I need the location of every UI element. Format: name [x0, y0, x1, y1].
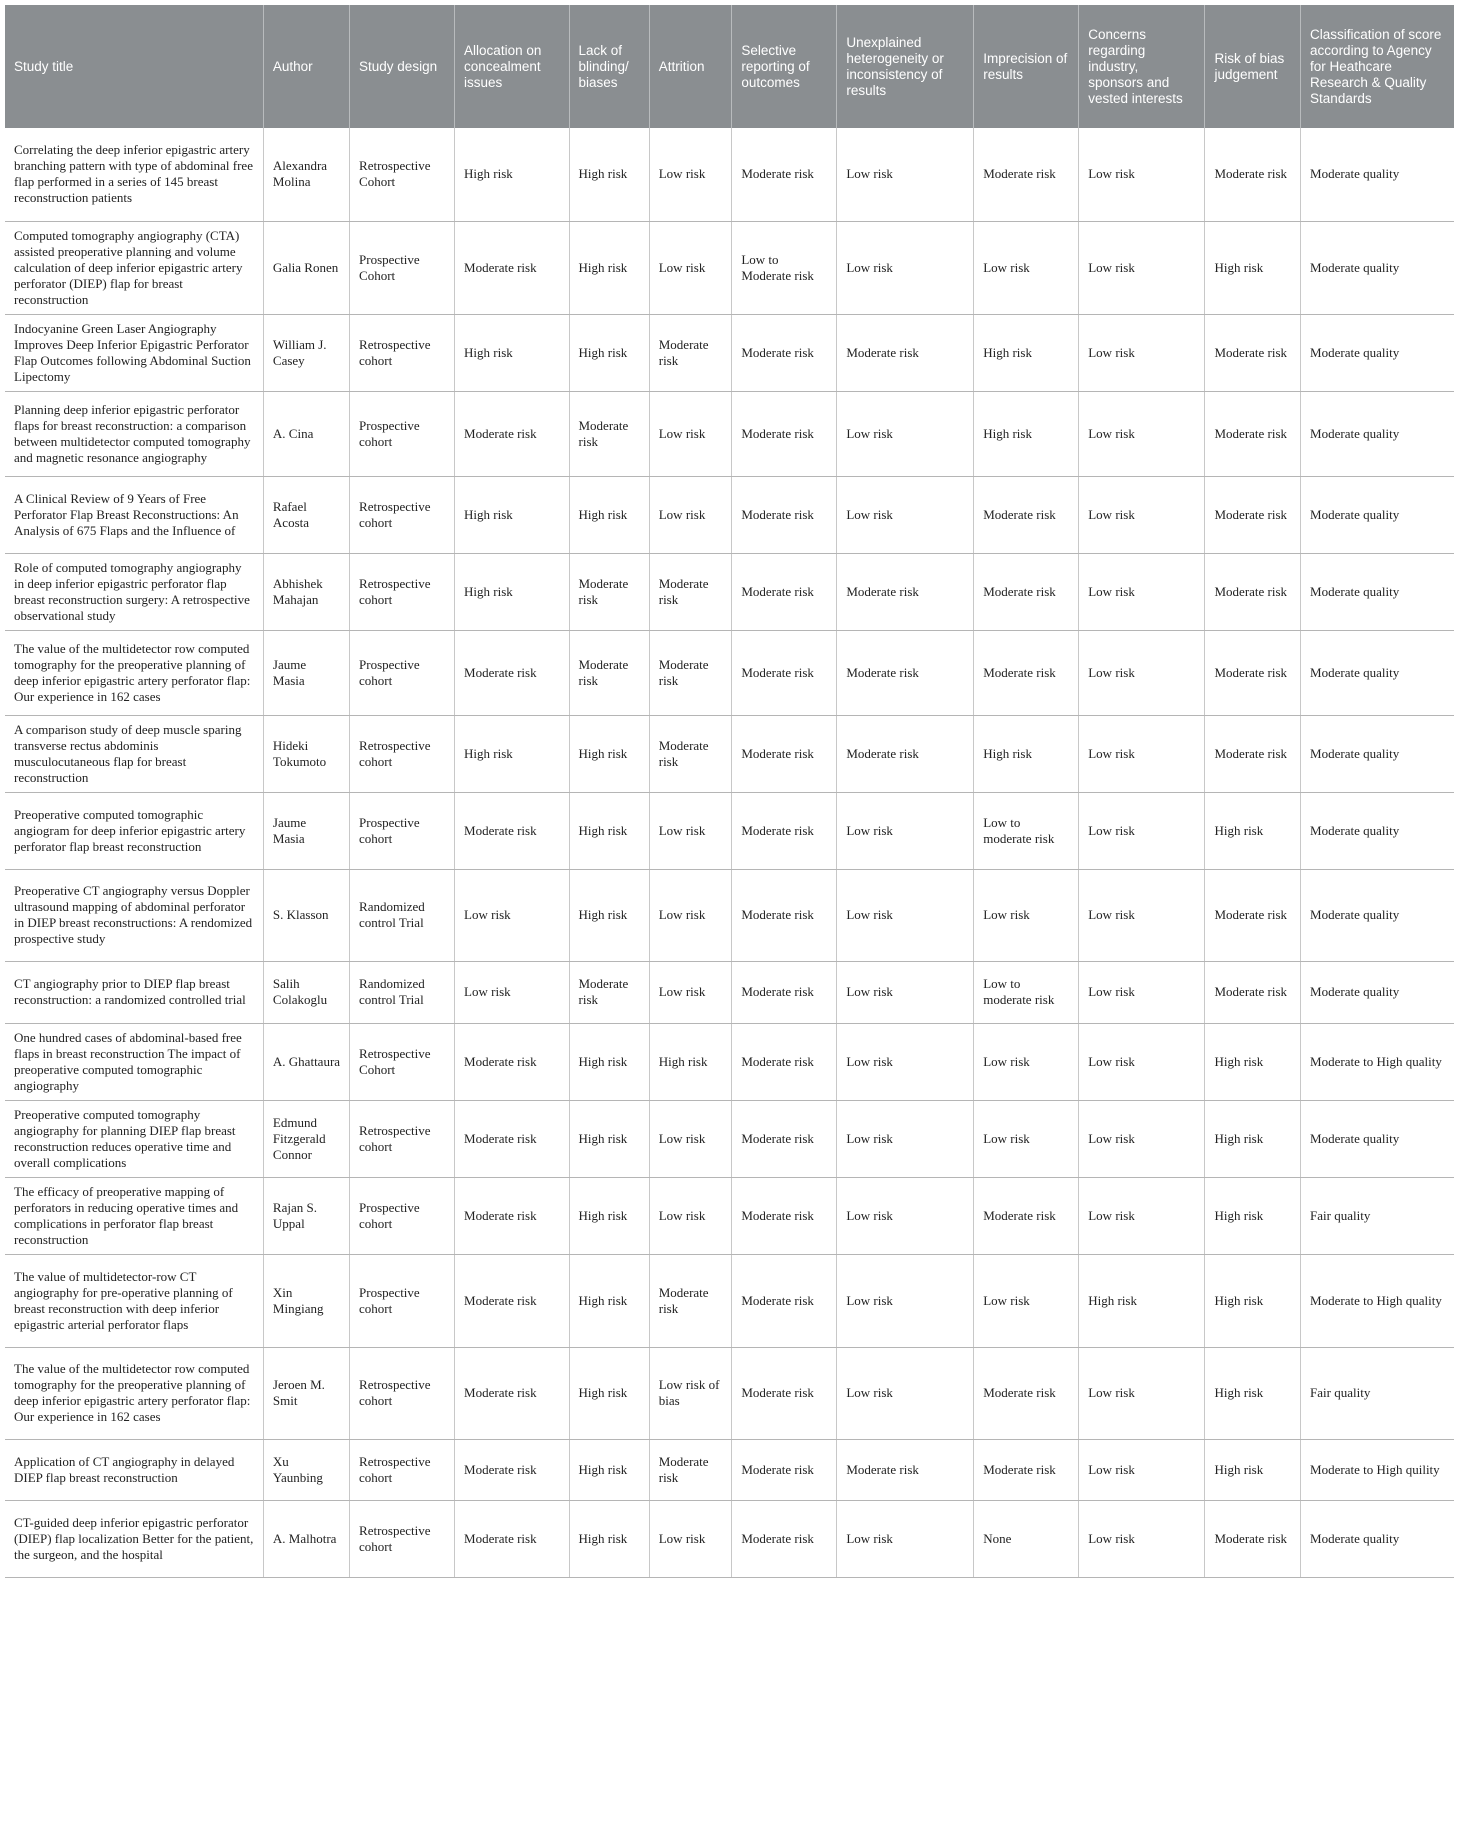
cell-lack-of-blinding: Moderate risk: [569, 961, 649, 1023]
cell-lack-of-blinding: Moderate risk: [569, 630, 649, 715]
cell-study-title: Correlating the deep inferior epigastric artery branching pattern with type of abdominal free flap performed in a series of 145 breast reconstruction patients: [5, 128, 263, 221]
cell-heterogeneity: Moderate risk: [837, 630, 974, 715]
cell-selective-reporting: Moderate risk: [732, 1347, 837, 1439]
cell-allocation-concealment: High risk: [455, 128, 569, 221]
cell-study-title: Planning deep inferior epigastric perforator flaps for breast reconstruction: a comparison between multidetector computed tomography and magnetic resonance angiography: [5, 391, 263, 476]
cell-allocation-concealment: Moderate risk: [455, 1177, 569, 1254]
cell-industry-concerns: Low risk: [1079, 869, 1205, 961]
cell-industry-concerns: Low risk: [1079, 476, 1205, 553]
cell-lack-of-blinding: High risk: [569, 476, 649, 553]
cell-attrition: Moderate risk: [649, 1439, 732, 1500]
column-header-study-title: Study title: [5, 5, 263, 128]
cell-risk-of-bias: High risk: [1205, 1177, 1301, 1254]
cell-heterogeneity: Low risk: [837, 1023, 974, 1100]
cell-study-design: Retrospective cohort: [350, 476, 455, 553]
cell-risk-of-bias: Moderate risk: [1205, 961, 1301, 1023]
column-header-selective-reporting: Selective reporting of outcomes: [732, 5, 837, 128]
cell-study-title: Application of CT angiography in delayed DIEP flap breast reconstruction: [5, 1439, 263, 1500]
table-header: [5, 5, 1454, 128]
cell-attrition: Low risk: [649, 869, 732, 961]
cell-quality-classification: Moderate to High quality: [1301, 1023, 1454, 1100]
table-row: [5, 1254, 1454, 1347]
cell-lack-of-blinding: High risk: [569, 1177, 649, 1254]
cell-author: Edmund Fitzgerald Connor: [263, 1100, 349, 1177]
cell-attrition: Moderate risk: [649, 630, 732, 715]
cell-study-design: Prospective Cohort: [350, 221, 455, 314]
cell-lack-of-blinding: Moderate risk: [569, 391, 649, 476]
cell-allocation-concealment: Moderate risk: [455, 1439, 569, 1500]
cell-imprecision: Low risk: [974, 221, 1079, 314]
risk-of-bias-table-container: [5, 5, 1454, 1578]
cell-allocation-concealment: Low risk: [455, 961, 569, 1023]
table-row: [5, 1177, 1454, 1254]
cell-risk-of-bias: Moderate risk: [1205, 476, 1301, 553]
cell-imprecision: Moderate risk: [974, 1439, 1079, 1500]
table-body: [5, 128, 1454, 1577]
cell-study-design: Randomized control Trial: [350, 869, 455, 961]
cell-study-design: Retrospective cohort: [350, 1347, 455, 1439]
cell-selective-reporting: Moderate risk: [732, 553, 837, 630]
cell-study-design: Retrospective Cohort: [350, 128, 455, 221]
cell-industry-concerns: Low risk: [1079, 391, 1205, 476]
cell-allocation-concealment: Moderate risk: [455, 1254, 569, 1347]
cell-selective-reporting: Moderate risk: [732, 630, 837, 715]
cell-selective-reporting: Moderate risk: [732, 1100, 837, 1177]
cell-industry-concerns: Low risk: [1079, 128, 1205, 221]
cell-study-design: Retrospective cohort: [350, 1500, 455, 1577]
cell-attrition: Low risk of bias: [649, 1347, 732, 1439]
cell-risk-of-bias: High risk: [1205, 1439, 1301, 1500]
cell-risk-of-bias: Moderate risk: [1205, 391, 1301, 476]
cell-quality-classification: Moderate quality: [1301, 553, 1454, 630]
cell-quality-classification: Moderate quality: [1301, 630, 1454, 715]
cell-imprecision: Moderate risk: [974, 1177, 1079, 1254]
cell-heterogeneity: Low risk: [837, 961, 974, 1023]
cell-attrition: Low risk: [649, 961, 732, 1023]
cell-industry-concerns: Low risk: [1079, 961, 1205, 1023]
cell-imprecision: Moderate risk: [974, 128, 1079, 221]
cell-heterogeneity: Moderate risk: [837, 1439, 974, 1500]
cell-study-design: Retrospective cohort: [350, 1100, 455, 1177]
cell-risk-of-bias: Moderate risk: [1205, 869, 1301, 961]
cell-imprecision: None: [974, 1500, 1079, 1577]
cell-quality-classification: Moderate quality: [1301, 128, 1454, 221]
cell-heterogeneity: Low risk: [837, 1500, 974, 1577]
cell-quality-classification: Moderate quality: [1301, 1500, 1454, 1577]
cell-heterogeneity: Low risk: [837, 869, 974, 961]
cell-study-design: Retrospective cohort: [350, 715, 455, 792]
cell-imprecision: Low to moderate risk: [974, 961, 1079, 1023]
cell-lack-of-blinding: High risk: [569, 1023, 649, 1100]
cell-quality-classification: Fair quality: [1301, 1347, 1454, 1439]
cell-heterogeneity: Moderate risk: [837, 314, 974, 391]
cell-risk-of-bias: Moderate risk: [1205, 128, 1301, 221]
cell-study-title: Computed tomography angiography (CTA) assisted preoperative planning and volume calculation of deep inferior epigastric artery perforator (DIEP) flap for breast reconstruction: [5, 221, 263, 314]
cell-author: Abhishek Mahajan: [263, 553, 349, 630]
cell-selective-reporting: Moderate risk: [732, 476, 837, 553]
cell-attrition: Moderate risk: [649, 715, 732, 792]
risk-of-bias-table: [5, 5, 1454, 1578]
cell-author: Jaume Masia: [263, 792, 349, 869]
cell-imprecision: Moderate risk: [974, 1347, 1079, 1439]
cell-industry-concerns: Low risk: [1079, 630, 1205, 715]
cell-study-design: Prospective cohort: [350, 630, 455, 715]
cell-quality-classification: Moderate quality: [1301, 961, 1454, 1023]
table-row: [5, 961, 1454, 1023]
cell-allocation-concealment: High risk: [455, 715, 569, 792]
table-row: [5, 314, 1454, 391]
cell-study-title: One hundred cases of abdominal-based free flaps in breast reconstruction The impact of preoperative computed tomographic angiography: [5, 1023, 263, 1100]
cell-quality-classification: Moderate quality: [1301, 476, 1454, 553]
cell-industry-concerns: Low risk: [1079, 1023, 1205, 1100]
cell-selective-reporting: Moderate risk: [732, 1439, 837, 1500]
cell-author: A. Ghattaura: [263, 1023, 349, 1100]
column-header-heterogeneity: Unexplained heterogeneity or inconsistency of results: [837, 5, 974, 128]
cell-risk-of-bias: Moderate risk: [1205, 553, 1301, 630]
table-row: [5, 715, 1454, 792]
cell-risk-of-bias: High risk: [1205, 1023, 1301, 1100]
cell-attrition: Low risk: [649, 792, 732, 869]
cell-imprecision: Low risk: [974, 1100, 1079, 1177]
table-row: [5, 1439, 1454, 1500]
cell-risk-of-bias: High risk: [1205, 1100, 1301, 1177]
cell-study-design: Retrospective cohort: [350, 553, 455, 630]
cell-attrition: Low risk: [649, 1177, 732, 1254]
cell-attrition: Moderate risk: [649, 1254, 732, 1347]
cell-allocation-concealment: Moderate risk: [455, 1347, 569, 1439]
cell-study-title: Indocyanine Green Laser Angiography Improves Deep Inferior Epigastric Perforator Flap Outcomes following Abdominal Suction Lipectomy: [5, 314, 263, 391]
column-header-quality-classification: Classification of score according to Agency for Heathcare Research & Quality Standards: [1301, 5, 1454, 128]
cell-author: Rafael Acosta: [263, 476, 349, 553]
cell-heterogeneity: Low risk: [837, 476, 974, 553]
cell-industry-concerns: Low risk: [1079, 221, 1205, 314]
cell-study-design: Prospective cohort: [350, 391, 455, 476]
cell-imprecision: High risk: [974, 314, 1079, 391]
cell-quality-classification: Moderate quality: [1301, 314, 1454, 391]
cell-quality-classification: Moderate quality: [1301, 391, 1454, 476]
cell-selective-reporting: Moderate risk: [732, 1254, 837, 1347]
cell-author: Rajan S. Uppal: [263, 1177, 349, 1254]
cell-author: Xu Yaunbing: [263, 1439, 349, 1500]
cell-attrition: Low risk: [649, 1500, 732, 1577]
table-row: [5, 792, 1454, 869]
cell-risk-of-bias: Moderate risk: [1205, 1500, 1301, 1577]
cell-allocation-concealment: Moderate risk: [455, 1100, 569, 1177]
cell-lack-of-blinding: High risk: [569, 869, 649, 961]
cell-lack-of-blinding: High risk: [569, 792, 649, 869]
cell-quality-classification: Moderate to High quality: [1301, 1254, 1454, 1347]
cell-study-design: Prospective cohort: [350, 1177, 455, 1254]
column-header-industry-concerns: Concerns regarding industry, sponsors and vested interests: [1079, 5, 1205, 128]
cell-attrition: Low risk: [649, 221, 732, 314]
column-header-risk-of-bias: Risk of bias judgement: [1205, 5, 1301, 128]
cell-risk-of-bias: Moderate risk: [1205, 630, 1301, 715]
cell-imprecision: Low to moderate risk: [974, 792, 1079, 869]
cell-quality-classification: Moderate quality: [1301, 221, 1454, 314]
cell-heterogeneity: Low risk: [837, 1347, 974, 1439]
cell-imprecision: Moderate risk: [974, 476, 1079, 553]
cell-attrition: Low risk: [649, 391, 732, 476]
cell-risk-of-bias: Moderate risk: [1205, 715, 1301, 792]
table-row: [5, 869, 1454, 961]
column-header-study-design: Study design: [350, 5, 455, 128]
cell-heterogeneity: Low risk: [837, 1177, 974, 1254]
cell-selective-reporting: Moderate risk: [732, 1177, 837, 1254]
cell-heterogeneity: Low risk: [837, 128, 974, 221]
cell-imprecision: Low risk: [974, 869, 1079, 961]
cell-lack-of-blinding: High risk: [569, 1500, 649, 1577]
column-header-lack-of-blinding: Lack of blinding/ biases: [569, 5, 649, 128]
cell-allocation-concealment: Moderate risk: [455, 1023, 569, 1100]
cell-heterogeneity: Low risk: [837, 391, 974, 476]
cell-lack-of-blinding: High risk: [569, 221, 649, 314]
cell-selective-reporting: Moderate risk: [732, 961, 837, 1023]
cell-study-title: The value of the multidetector row computed tomography for the preoperative planning of deep inferior epigastric artery perforator flap: Our experience in 162 cases: [5, 630, 263, 715]
cell-quality-classification: Moderate to High quility: [1301, 1439, 1454, 1500]
cell-study-title: A comparison study of deep muscle sparing transverse rectus abdominis musculocutaneous flap for breast reconstruction: [5, 715, 263, 792]
cell-industry-concerns: Low risk: [1079, 715, 1205, 792]
cell-author: Jaume Masia: [263, 630, 349, 715]
cell-selective-reporting: Moderate risk: [732, 314, 837, 391]
cell-industry-concerns: Low risk: [1079, 792, 1205, 869]
cell-study-title: A Clinical Review of 9 Years of Free Perforator Flap Breast Reconstructions: An Analysis of 675 Flaps and the Influence of: [5, 476, 263, 553]
cell-study-design: Retrospective Cohort: [350, 1023, 455, 1100]
cell-selective-reporting: Low to Moderate risk: [732, 221, 837, 314]
cell-study-title: CT-guided deep inferior epigastric perforator (DIEP) flap localization Better for the patient, the surgeon, and the hospital: [5, 1500, 263, 1577]
cell-selective-reporting: Moderate risk: [732, 128, 837, 221]
cell-lack-of-blinding: Moderate risk: [569, 553, 649, 630]
cell-heterogeneity: Moderate risk: [837, 553, 974, 630]
cell-selective-reporting: Moderate risk: [732, 391, 837, 476]
cell-attrition: Low risk: [649, 1100, 732, 1177]
cell-study-design: Retrospective cohort: [350, 314, 455, 391]
column-header-allocation-concealment: Allocation on concealment issues: [455, 5, 569, 128]
cell-industry-concerns: Low risk: [1079, 1439, 1205, 1500]
table-row: [5, 1023, 1454, 1100]
cell-study-design: Randomized control Trial: [350, 961, 455, 1023]
cell-attrition: Moderate risk: [649, 553, 732, 630]
cell-quality-classification: Moderate quality: [1301, 792, 1454, 869]
cell-allocation-concealment: High risk: [455, 553, 569, 630]
cell-study-title: The value of multidetector-row CT angiography for pre-operative planning of breast reconstruction with deep inferior epigastric arterial perforator flaps: [5, 1254, 263, 1347]
cell-industry-concerns: Low risk: [1079, 1347, 1205, 1439]
cell-lack-of-blinding: High risk: [569, 128, 649, 221]
cell-imprecision: Low risk: [974, 1023, 1079, 1100]
cell-attrition: Low risk: [649, 476, 732, 553]
cell-imprecision: Low risk: [974, 1254, 1079, 1347]
cell-allocation-concealment: Moderate risk: [455, 391, 569, 476]
cell-study-title: Role of computed tomography angiography in deep inferior epigastric perforator flap breast reconstruction surgery: A retrospective observational study: [5, 553, 263, 630]
cell-quality-classification: Fair quality: [1301, 1177, 1454, 1254]
cell-author: William J. Casey: [263, 314, 349, 391]
cell-author: Alexandra Molina: [263, 128, 349, 221]
cell-author: Jeroen M. Smit: [263, 1347, 349, 1439]
cell-author: S. Klasson: [263, 869, 349, 961]
cell-risk-of-bias: High risk: [1205, 1347, 1301, 1439]
cell-industry-concerns: High risk: [1079, 1254, 1205, 1347]
cell-imprecision: High risk: [974, 391, 1079, 476]
cell-study-design: Retrospective cohort: [350, 1439, 455, 1500]
header-row: [5, 5, 1454, 128]
cell-industry-concerns: Low risk: [1079, 553, 1205, 630]
cell-author: Salih Colakoglu: [263, 961, 349, 1023]
cell-heterogeneity: Low risk: [837, 1100, 974, 1177]
column-header-imprecision: Imprecision of results: [974, 5, 1079, 128]
cell-selective-reporting: Moderate risk: [732, 1500, 837, 1577]
cell-selective-reporting: Moderate risk: [732, 869, 837, 961]
table-row: [5, 221, 1454, 314]
cell-attrition: Moderate risk: [649, 314, 732, 391]
table-row: [5, 1500, 1454, 1577]
cell-study-title: Preoperative computed tomographic angiogram for deep inferior epigastric artery perforator flap breast reconstruction: [5, 792, 263, 869]
cell-imprecision: Moderate risk: [974, 630, 1079, 715]
cell-allocation-concealment: Moderate risk: [455, 630, 569, 715]
cell-attrition: High risk: [649, 1023, 732, 1100]
cell-author: Xin Mingiang: [263, 1254, 349, 1347]
cell-allocation-concealment: Moderate risk: [455, 792, 569, 869]
cell-industry-concerns: Low risk: [1079, 1177, 1205, 1254]
cell-quality-classification: Moderate quality: [1301, 715, 1454, 792]
cell-selective-reporting: Moderate risk: [732, 715, 837, 792]
cell-author: A. Cina: [263, 391, 349, 476]
cell-imprecision: Moderate risk: [974, 553, 1079, 630]
cell-lack-of-blinding: High risk: [569, 1254, 649, 1347]
cell-study-title: The efficacy of preoperative mapping of perforators in reducing operative times and complications in perforator flap breast reconstruction: [5, 1177, 263, 1254]
cell-study-title: CT angiography prior to DIEP flap breast reconstruction: a randomized controlled trial: [5, 961, 263, 1023]
cell-lack-of-blinding: High risk: [569, 1439, 649, 1500]
cell-risk-of-bias: High risk: [1205, 1254, 1301, 1347]
cell-risk-of-bias: High risk: [1205, 792, 1301, 869]
cell-selective-reporting: Moderate risk: [732, 792, 837, 869]
table-row: [5, 553, 1454, 630]
cell-allocation-concealment: Moderate risk: [455, 1500, 569, 1577]
table-row: [5, 391, 1454, 476]
cell-industry-concerns: Low risk: [1079, 1100, 1205, 1177]
table-row: [5, 630, 1454, 715]
cell-quality-classification: Moderate quality: [1301, 1100, 1454, 1177]
cell-heterogeneity: Low risk: [837, 792, 974, 869]
cell-study-title: Preoperative computed tomography angiography for planning DIEP flap breast reconstruction reduces operative time and overall complications: [5, 1100, 263, 1177]
table-row: [5, 1347, 1454, 1439]
cell-study-title: The value of the multidetector row computed tomography for the preoperative planning of deep inferior epigastric artery perforator flap: Our experience in 162 cases: [5, 1347, 263, 1439]
cell-industry-concerns: Low risk: [1079, 314, 1205, 391]
cell-allocation-concealment: Moderate risk: [455, 221, 569, 314]
column-header-author: Author: [263, 5, 349, 128]
cell-allocation-concealment: High risk: [455, 314, 569, 391]
column-header-attrition: Attrition: [649, 5, 732, 128]
table-row: [5, 128, 1454, 221]
cell-risk-of-bias: High risk: [1205, 221, 1301, 314]
cell-study-design: Prospective cohort: [350, 792, 455, 869]
table-row: [5, 476, 1454, 553]
cell-author: A. Malhotra: [263, 1500, 349, 1577]
cell-lack-of-blinding: High risk: [569, 314, 649, 391]
table-row: [5, 1100, 1454, 1177]
cell-author: Hideki Tokumoto: [263, 715, 349, 792]
cell-allocation-concealment: High risk: [455, 476, 569, 553]
cell-allocation-concealment: Low risk: [455, 869, 569, 961]
cell-lack-of-blinding: High risk: [569, 1347, 649, 1439]
cell-attrition: Low risk: [649, 128, 732, 221]
cell-author: Galia Ronen: [263, 221, 349, 314]
cell-study-title: Preoperative CT angiography versus Doppler ultrasound mapping of abdominal perforator in DIEP breast reconstructions: A rendomized prospective study: [5, 869, 263, 961]
cell-heterogeneity: Low risk: [837, 221, 974, 314]
cell-lack-of-blinding: High risk: [569, 715, 649, 792]
cell-quality-classification: Moderate quality: [1301, 869, 1454, 961]
cell-study-design: Prospective cohort: [350, 1254, 455, 1347]
cell-lack-of-blinding: High risk: [569, 1100, 649, 1177]
cell-heterogeneity: Low risk: [837, 1254, 974, 1347]
cell-selective-reporting: Moderate risk: [732, 1023, 837, 1100]
cell-industry-concerns: Low risk: [1079, 1500, 1205, 1577]
cell-imprecision: High risk: [974, 715, 1079, 792]
cell-risk-of-bias: Moderate risk: [1205, 314, 1301, 391]
cell-heterogeneity: Moderate risk: [837, 715, 974, 792]
